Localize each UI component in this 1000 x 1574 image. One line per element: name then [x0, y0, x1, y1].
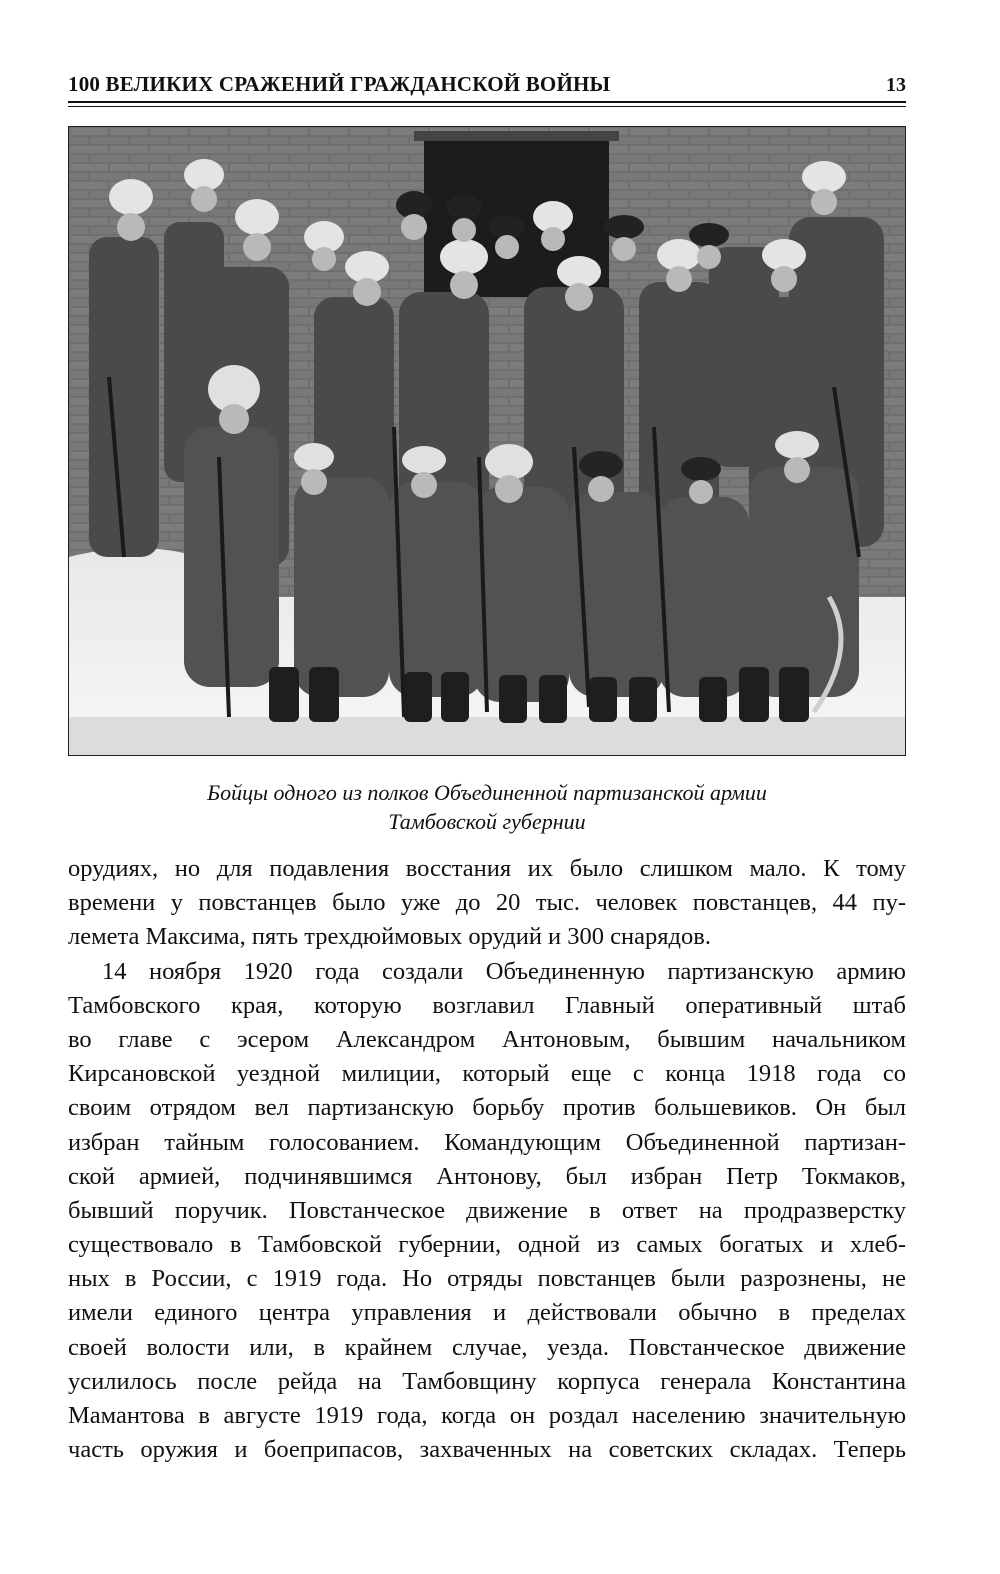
text-line: Тамбовского края, которую возглавил Главный оперативный штаб [68, 991, 906, 1019]
caption-line: Тамбовской губернии [388, 809, 586, 834]
running-head [68, 70, 906, 100]
text-line: избран тайным голосованием. Командующим Объединенной партизан- [68, 1128, 906, 1156]
running-title: 100 ВЕЛИКИХ СРАЖЕНИЙ ГРАЖДАНСКОЙ ВОЙНЫ [68, 72, 611, 96]
text-line: ской армией, подчинявшимся Антонову, был избран Петр Токмаков, [68, 1162, 906, 1190]
text-line: бывший поручик. Повстанческое движение в ответ на продразверстку [68, 1196, 906, 1224]
body-text [68, 852, 906, 1467]
text-line: часть оружия и боеприпасов, захваченных на советских складах. Теперь [68, 1436, 906, 1464]
text-line: времени у повстанцев было уже до 20 тыс. человек повстанцев, 44 пу- [68, 889, 906, 917]
text-line: существовало в Тамбовской губернии, одной из самых богатых и хлеб- [68, 1231, 906, 1259]
header-rule-thin [68, 106, 906, 107]
text-line: 14 ноября 1920 года создали Объединенную партизанскую армию [102, 957, 906, 985]
text-line: своей волости или, в крайнем случае, уезда. Повстанческое движение [68, 1333, 906, 1361]
page-number: 13 [886, 74, 906, 96]
text-line: своим отрядом вел партизанскую борьбу против большевиков. Он был [68, 1094, 906, 1122]
text-line: имели единого центра управления и действовали обычно в пределах [68, 1299, 906, 1327]
group-photo-illustration [69, 127, 905, 755]
header-rule-thick [68, 101, 906, 103]
text-line: Кирсановской уездной милиции, который еще с конца 1918 года со [68, 1060, 906, 1088]
figure-caption [68, 778, 906, 836]
text-line: орудиях, но для подавления восстания их было слишком мало. К тому [68, 855, 906, 882]
caption-line: Бойцы одного из полков Объединенной партизанской армии [207, 780, 767, 805]
text-line: Мамантова в августе 1919 года, когда он роздал населению значительную [68, 1402, 906, 1429]
text-line: усилилось после рейда на Тамбовщину корпуса генерала Константина [68, 1367, 906, 1395]
group-photo [68, 126, 906, 756]
text-line: ных в России, с 1919 года. Но отряды повстанцев были разрознены, не [68, 1265, 906, 1293]
text-line: во главе с эсером Александром Антоновым, бывшим начальником [68, 1025, 906, 1053]
text-line: лемета Максима, пять трехдюймовых орудий и 300 снарядов. [68, 923, 711, 951]
